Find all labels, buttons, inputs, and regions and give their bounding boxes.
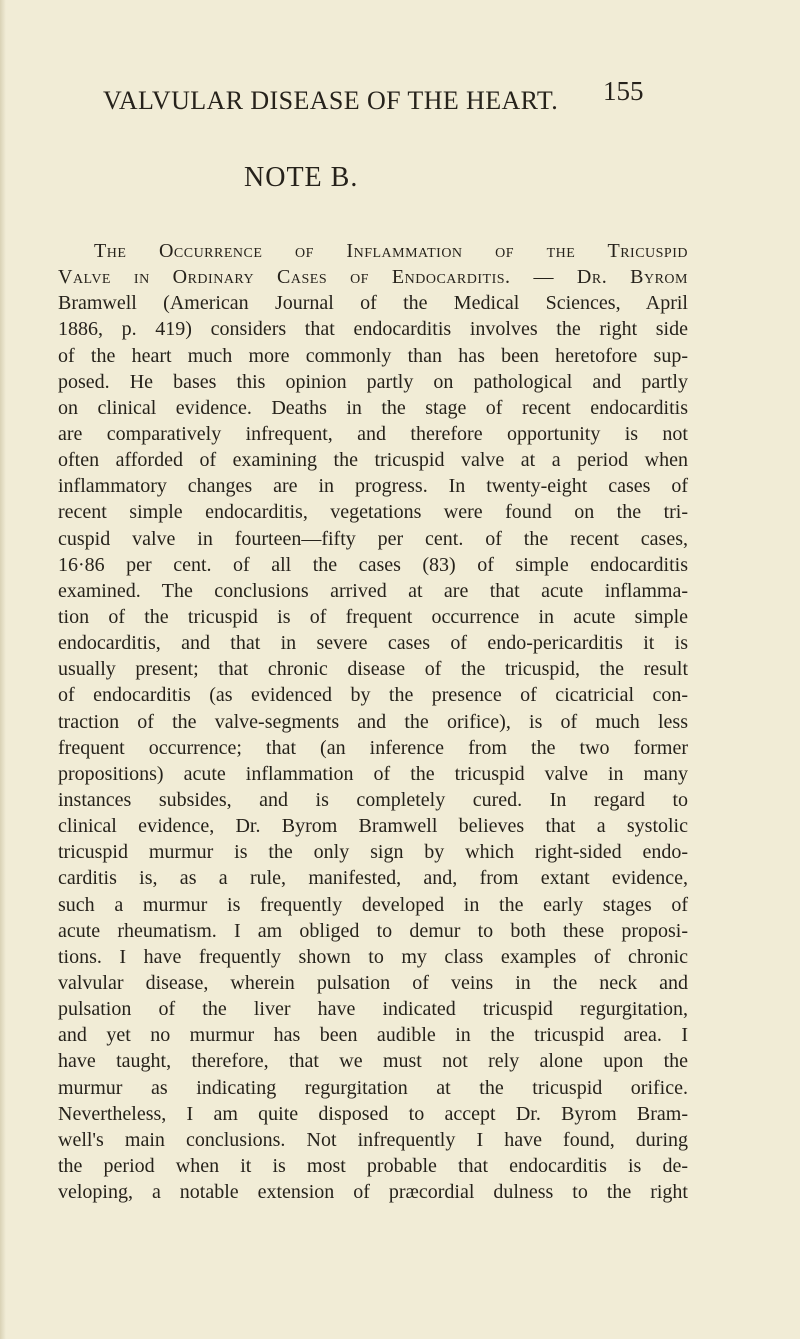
text-line: of endocarditis (as evidenced by the presence of cicatricial con- [58, 684, 688, 707]
text-line: traction of the valve-segments and the orifice), is of much less [58, 710, 688, 733]
text-line: carditis is, as a rule, manifested, and, from extant evidence, [58, 867, 688, 890]
text-line: cuspid valve in fourteen—fifty per cent. of the recent cases, [58, 527, 688, 550]
text-line: examined. The conclusions arrived at are that acute inflamma- [58, 579, 688, 602]
text-line: instances subsides, and is completely cured. In regard to [58, 788, 688, 811]
text-line: posed. He bases this opinion partly on pathological and partly [58, 370, 688, 393]
text-line: usually present; that chronic disease of the tricuspid, the result [58, 658, 688, 681]
text-line: 16·86 per cent. of all the cases (83) of simple endocarditis [58, 553, 688, 576]
page-edge-shadow [0, 0, 6, 1339]
text-line: well's main conclusions. Not infrequently I have found, during [58, 1128, 688, 1151]
note-body [58, 238, 688, 1205]
text-line: on clinical evidence. Deaths in the stage of recent endocarditis [58, 396, 688, 419]
text-line: the period when it is most probable that endocarditis is de- [58, 1154, 688, 1177]
text-line: have taught, therefore, that we must not rely alone upon the [58, 1050, 688, 1073]
text-line: tion of the tricuspid is of frequent occurrence in acute simple [58, 605, 688, 628]
text-line: The Occurrence of Inflammation of the Tricuspid [94, 240, 688, 262]
text-line: tions. I have frequently shown to my class examples of chronic [58, 945, 688, 968]
text-line: clinical evidence, Dr. Byrom Bramwell believes that a systolic [58, 815, 688, 838]
text-line: valvular disease, wherein pulsation of veins in the neck and [58, 971, 688, 994]
text-line: Bramwell (American Journal of the Medical Sciences, April [58, 292, 688, 315]
text-line: Nevertheless, I am quite disposed to accept Dr. Byrom Bram- [58, 1102, 688, 1125]
text-line: 1886, p. 419) considers that endocarditis involves the right side [58, 318, 688, 341]
note-title: NOTE B. [244, 162, 359, 193]
text-line: veloping, a notable extension of præcordial dulness to the right [58, 1181, 688, 1204]
text-line: Valve in Ordinary Cases of Endocarditis. — Dr. Byrom [58, 266, 688, 289]
text-line: and yet no murmur has been audible in the tricuspid area. I [58, 1024, 688, 1047]
text-line: inflammatory changes are in progress. In twenty-eight cases of [58, 475, 688, 498]
text-line: murmur as indicating regurgitation at the tricuspid orifice. [58, 1076, 688, 1099]
text-line: propositions) acute inflammation of the tricuspid valve in many [58, 762, 688, 785]
text-line: endocarditis, and that in severe cases of endo-pericarditis it is [58, 632, 688, 655]
text-line: tricuspid murmur is the only sign by which right-sided endo- [58, 841, 688, 864]
text-line: recent simple endocarditis, vegetations were found on the tri- [58, 501, 688, 524]
text-line: frequent occurrence; that (an inference from the two former [58, 736, 688, 759]
text-line: such a murmur is frequently developed in the early stages of [58, 893, 688, 916]
page-number: 155 [603, 76, 644, 106]
text-line: are comparatively infrequent, and therefore opportunity is not [58, 422, 688, 445]
text-line: acute rheumatism. I am obliged to demur to both these proposi- [58, 919, 688, 942]
running-title: VALVULAR DISEASE OF THE HEART. [103, 86, 559, 115]
text-line: often afforded of examining the tricuspid valve at a period when [58, 449, 688, 472]
text-line: pulsation of the liver have indicated tricuspid regurgitation, [58, 998, 688, 1021]
text-line: of the heart much more commonly than has been heretofore sup- [58, 344, 688, 367]
